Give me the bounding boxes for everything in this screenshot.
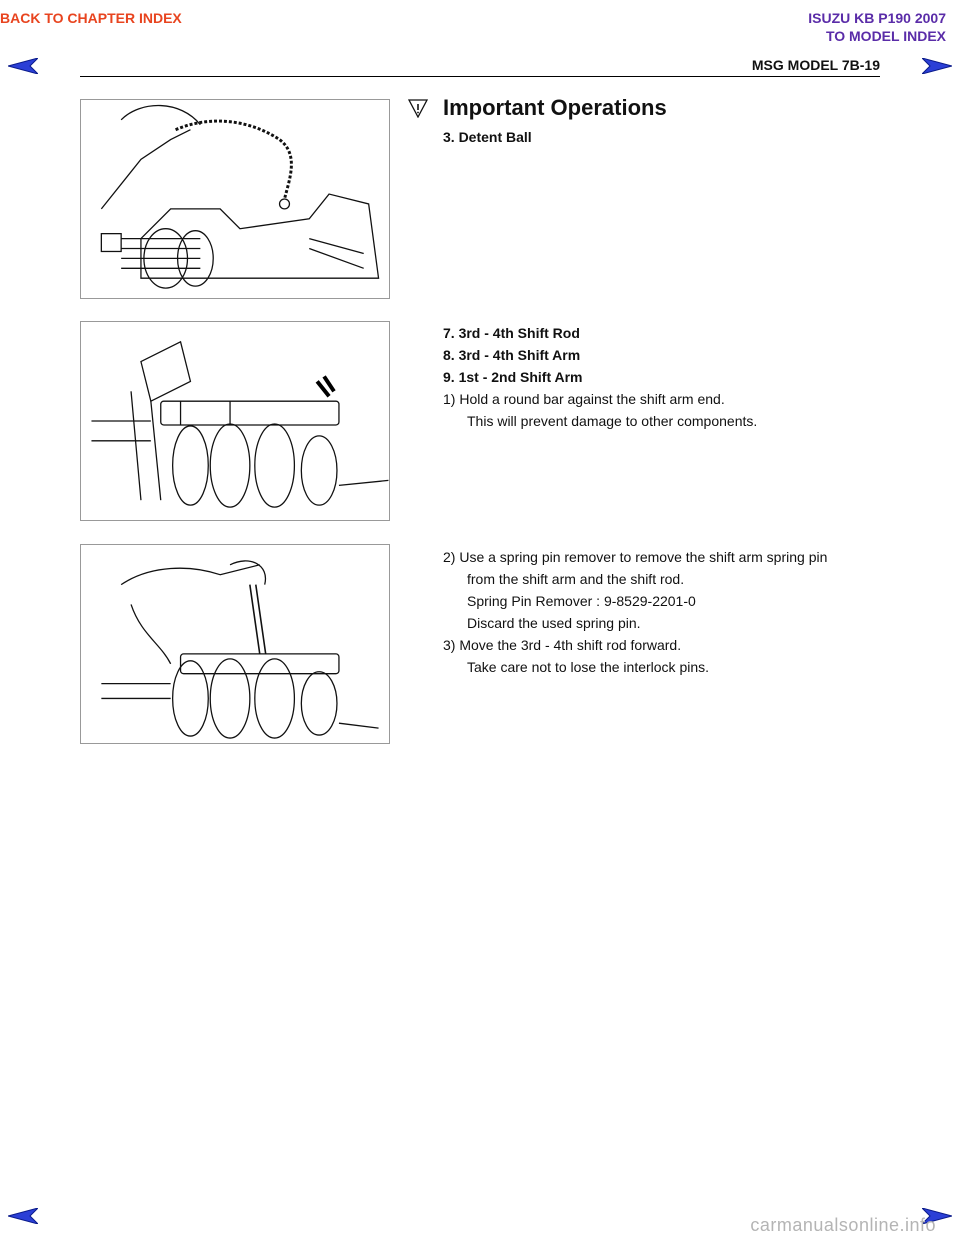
step-3rd-4th-shift-arm: 8. 3rd - 4th Shift Arm xyxy=(443,347,581,363)
note-2-line2: from the shift arm and the shift rod. xyxy=(467,571,685,587)
header-divider xyxy=(80,76,880,77)
block2-text xyxy=(443,322,757,432)
detent-ball-illustration xyxy=(81,100,389,298)
to-model-index-link[interactable]: TO MODEL INDEX xyxy=(825,28,946,44)
watermark: carmanualsonline.info xyxy=(750,1215,936,1235)
figure-detent-ball xyxy=(80,99,390,299)
spring-pin-removal-illustration xyxy=(81,545,389,743)
note-1: 1) Hold a round bar against the shift arm end. xyxy=(443,391,725,407)
note-2: 2) Use a spring pin remover to remove the shift arm spring pin xyxy=(443,549,828,565)
right-arrow-icon[interactable] xyxy=(922,58,952,74)
page-identifier: MSG MODEL 7B-19 xyxy=(751,57,880,73)
block3-text xyxy=(443,546,827,678)
note-2-tool: Spring Pin Remover : 9-8529-2201-0 xyxy=(467,593,696,609)
step-1st-2nd-shift-arm: 9. 1st - 2nd Shift Arm xyxy=(443,369,583,385)
figure-spring-pin xyxy=(80,544,390,744)
left-arrow-icon[interactable] xyxy=(8,1208,38,1224)
note-3: 3) Move the 3rd - 4th shift rod forward. xyxy=(443,637,682,653)
note-2-discard: Discard the used spring pin. xyxy=(467,615,641,631)
step-detent-ball: 3. Detent Ball xyxy=(443,129,532,145)
block1-text xyxy=(443,126,532,148)
step-shift-rod: 7. 3rd - 4th Shift Rod xyxy=(443,325,580,341)
note-1-detail: This will prevent damage to other components. xyxy=(467,413,758,429)
back-to-chapter-index-link[interactable]: BACK TO CHAPTER INDEX xyxy=(0,10,182,26)
model-title[interactable]: ISUZU KB P190 2007 xyxy=(808,10,946,26)
warning-triangle-icon xyxy=(408,98,428,118)
section-heading: Important Operations xyxy=(443,95,667,120)
note-3-detail: Take care not to lose the interlock pins. xyxy=(467,659,710,675)
shift-rod-illustration xyxy=(81,322,389,520)
figure-shift-rod xyxy=(80,321,390,521)
left-arrow-icon[interactable] xyxy=(8,58,38,74)
